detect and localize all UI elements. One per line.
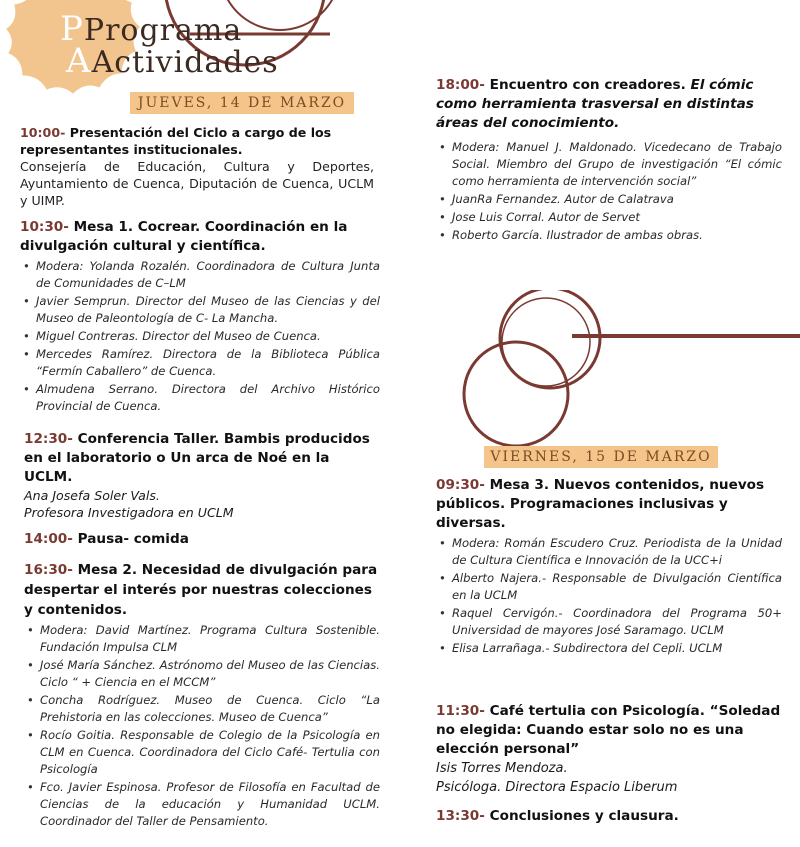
event-title: Café tertulia con Psicología. “Soledad no elegida: Cuando estar solo no es una elección personal”	[436, 703, 781, 757]
speaker-list	[24, 622, 380, 830]
event-1800	[436, 76, 782, 245]
event-1030	[20, 218, 380, 416]
event-title: Conferencia Taller. Bambis producidos en el laboratorio o Un arca de Noé en la UCLM.	[24, 431, 370, 485]
event-title: Mesa 1. Cocrear. Coordinación en la divulgación cultural y científica.	[20, 219, 348, 254]
speaker-name: Ana Josefa Soler Vals.	[24, 488, 160, 503]
event-1130	[436, 702, 782, 797]
event-1630	[24, 560, 380, 831]
list-item: • Javier Semprun. Director del Museo de las Ciencias y del Museo de Paleontología de C- La Mancha.	[20, 293, 380, 327]
list-item: • Raquel Cervigón.- Coordinadora del Programa 50+ Universidad de mayores José Saramago. UCLM	[436, 605, 782, 639]
list-item: • Concha Rodríguez. Museo de Cuenca. Ciclo “La Prehistoria en las colecciones. Museo de Cuenca”	[24, 692, 380, 726]
event-title: Conclusiones y clausura.	[489, 808, 679, 824]
list-item: • Roberto García. Ilustrador de ambas obras.	[436, 227, 782, 244]
event-title: Presentación del Ciclo a cargo de los representantes institucionales.	[20, 125, 332, 157]
event-time: 14:00-	[24, 531, 73, 547]
speaker-list	[436, 535, 782, 657]
list-item: • Modera: David Martínez. Programa Cultura Sostenible. Fundación Impulsa CLM	[24, 622, 380, 656]
list-item: • Modera: Manuel J. Maldonado. Vicedecano de Trabajo Social. Miembro del Grupo de investigación “El cómic como herramienta de intervención social”	[436, 139, 782, 190]
event-0930	[436, 476, 782, 658]
list-item: • Miguel Contreras. Director del Museo de Cuenca.	[20, 328, 380, 345]
event-time: 13:30-	[436, 808, 485, 824]
event-time: 12:30-	[24, 431, 73, 447]
event-subtitle: El cómic como herramienta trasversal en distintas áreas del conocimiento.	[436, 77, 754, 131]
list-item: • JuanRa Fernandez. Autor de Calatrava	[436, 191, 782, 208]
list-item: • Almudena Serrano. Directora del Archivo Histórico Provincial de Cuenca.	[20, 381, 380, 415]
title-line-1: Programa	[83, 13, 243, 48]
list-item: • Modera: Yolanda Rozalén. Coordinadora de Cultura Junta de Comunidades de C–LM	[20, 258, 380, 292]
event-title: Pausa- comida	[77, 531, 189, 547]
list-item: • José María Sánchez. Astrónomo del Museo de las Ciencias. Ciclo “ + Ciencia en el MCCM”	[24, 657, 380, 691]
program-title: PPrograma AActividades	[60, 9, 279, 81]
event-title: Mesa 3. Nuevos contenidos, nuevos públicos. Programaciones inclusivas y diversas.	[436, 477, 765, 531]
speaker-role: Profesora Investigadora en UCLM	[24, 505, 234, 520]
list-item: • Mercedes Ramírez. Directora de la Biblioteca Pública “Fermín Caballero” de Cuenca.	[20, 346, 380, 380]
day-band-thursday: JUEVES, 14 DE MARZO	[130, 92, 354, 114]
event-1230	[24, 430, 374, 521]
speaker-name: Isis Torres Mendoza.	[436, 761, 568, 776]
list-item: • Fco. Javier Espinosa. Profesor de Filosofía en Facultad de Ciencias de la educación y Humanidad UCLM. Coordinador del Taller de Pensamiento.	[24, 779, 380, 830]
event-time: 11:30-	[436, 703, 485, 719]
event-1400	[24, 531, 374, 548]
event-title: Encuentro con creadores.	[489, 77, 686, 93]
event-body: Consejería de Educación, Cultura y Deportes, Ayuntamiento de Cuenca, Diputación de Cuenca, UCLM y UIMP.	[20, 159, 374, 208]
list-item: • Jose Luis Corral. Autor de Servet	[436, 209, 782, 226]
speaker-list	[20, 258, 380, 415]
list-item: • Rocío Goitia. Responsable de Colegio de la Psicología en CLM en Cuenca. Coordinadora del Ciclo Café- Tertulia con Psicología	[24, 727, 380, 778]
list-item: • Alberto Najera.- Responsable de Divulgación Científica en la UCLM	[436, 570, 782, 604]
event-time: 10:00-	[20, 125, 66, 140]
event-time: 16:30-	[24, 562, 73, 578]
list-item: • Modera: Román Escudero Cruz. Periodista de la Unidad de Cultura Científica e Innovación de la UCC+i	[436, 535, 782, 569]
event-1000	[20, 124, 374, 209]
speaker-list	[436, 139, 782, 244]
event-title: Mesa 2. Necesidad de divulgación para despertar el interés por nuestras colecciones y contenidos.	[24, 562, 378, 618]
speaker-role: Psicóloga. Directora Espacio Liberum	[436, 780, 678, 795]
event-time: 09:30-	[436, 477, 485, 493]
title-line-2: Actividades	[91, 45, 279, 80]
day-band-friday: VIERNES, 15 DE MARZO	[484, 446, 718, 468]
event-time: 18:00-	[436, 77, 485, 93]
event-1330	[436, 808, 782, 825]
event-time: 10:30-	[20, 219, 69, 235]
list-item: • Elisa Larrañaga.- Subdirectora del Cepli. UCLM	[436, 640, 782, 657]
